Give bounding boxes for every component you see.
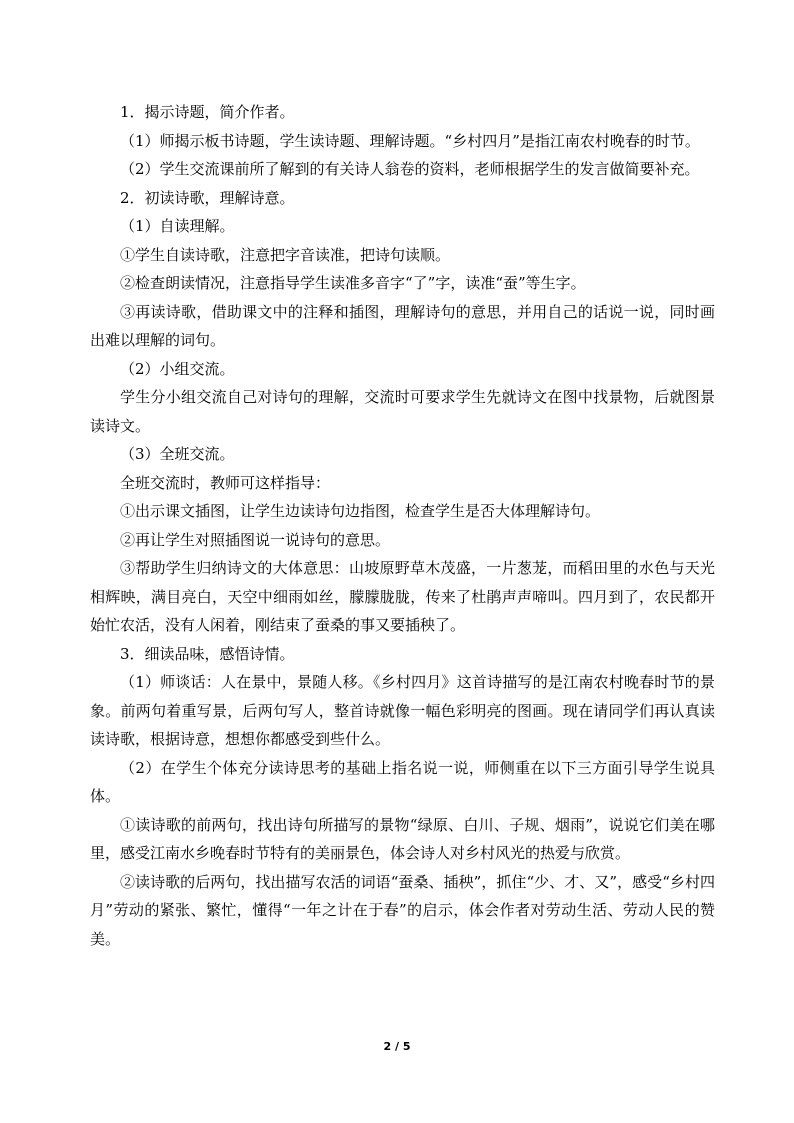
paragraph: 学生分小组交流自己对诗句的理解，交流时可要求学生先就诗文在图中找景物，后就图景读诗文。 (90, 388, 715, 435)
paragraph: ②再让学生对照插图说一说诗句的意思。 (120, 530, 391, 549)
paragraph: （2）学生交流课前所了解到的有关诗人翁卷的资料，老师根据学生的发言做简要补充。 (120, 160, 700, 178)
paragraph: （3）全班交流。 (120, 445, 235, 463)
paragraph: ②检查朗读情况，注意指导学生读准多音字“了”字，读准“蚕”等生字。 (120, 274, 586, 292)
paragraph: （1）自读理解。 (120, 217, 235, 235)
page-number: 2 / 5 (383, 1040, 411, 1053)
paragraph: ②读诗歌的后两句，找出描写农活的词语“蚕桑、插秧”，抓住“少、才、又”，感受“乡村四月”劳动的紧张、繁忙，懂得“一年之计在于春”的启示，体会作者对劳动生活、劳动人民的赞美。 (90, 872, 715, 948)
document-body (90, 98, 715, 953)
section-heading-1: 1．揭示诗题，简介作者。 (120, 103, 295, 121)
section-heading-3: 3．细读品味，感悟诗情。 (120, 644, 295, 663)
paragraph: ①出示课文插图，让学生边读诗句边指图，检查学生是否大体理解诗句。 (120, 502, 601, 520)
paragraph: ①读诗歌的前两句，找出诗句所描写的景物“绿原、白川、子规、烟雨”，说说它们美在哪里，感受江南水乡晚春时节特有的美丽景色，体会诗人对乡村风光的热爱与欣赏。 (90, 815, 715, 862)
paragraph: （1）师揭示板书诗题，学生读诗题、理解诗题。“乡村四月”是指江南农村晚春的时节。 (120, 131, 700, 150)
paragraph: ①学生自读诗歌，注意把字音读准，把诗句读顺。 (120, 245, 451, 264)
paragraph: 全班交流时，教师可这样指导： (120, 473, 331, 492)
paragraph: （2）小组交流。 (120, 359, 235, 378)
paragraph: ③帮助学生归纳诗文的大体意思：山坡原野草木茂盛，一片葱茏，而稻田里的水色与天光相辉映，满目亮白，天空中细雨如丝，朦朦胧胧，传来了杜鹃声声啼叫。四月到了，农民都开始忙农活，没有人闲着，刚结束了蚕桑的事又要插秧了。 (90, 559, 715, 634)
paragraph: （1）师谈话：人在景中，景随人移。《乡村四月》这首诗描写的是江南农村晚春时节的景象。前两句着重写景，后两句写人，整首诗就像一幅色彩明亮的图画。现在请同学们再认真读读诗歌，根据诗意，想想你都感受到些什么。 (90, 673, 715, 748)
paragraph: ③再读诗歌，借助课文中的注释和插图，理解诗句的意思，并用自己的话说一说，同时画出难以理解的词句。 (90, 302, 715, 349)
paragraph: （2）在学生个体充分读诗思考的基础上指名说一说，师侧重在以下三方面引导学生说具体。 (90, 758, 715, 805)
section-heading-2: 2．初读诗歌，理解诗意。 (120, 188, 295, 207)
